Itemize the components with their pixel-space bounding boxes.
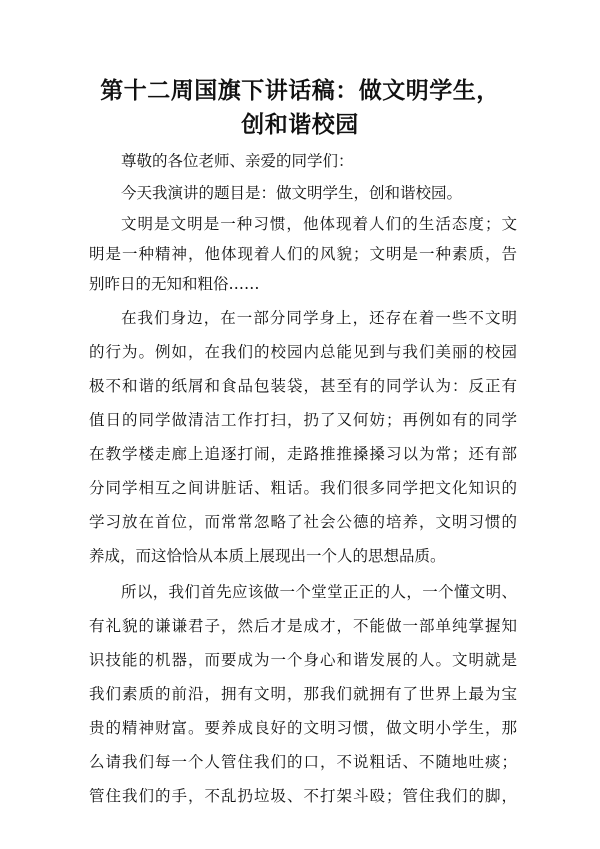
greeting-line: 尊敬的各位老师、亲爱的同学们： <box>121 152 354 170</box>
paragraph-1-line: 文明是文明是一种习惯，他体现着人们的生活态度；文 <box>121 215 517 233</box>
paragraph-2-line: 分同学相互之间讲脏话、粗话。我们很多同学把文化知识的 <box>89 479 517 497</box>
paragraph-3-line: 识技能的机器，而要成为一个身心和谐发展的人。文明就是 <box>89 651 517 669</box>
paragraph-2-line: 值日的同学做清洁工作打扫，扔了又何妨；再例如有的同学 <box>89 411 517 429</box>
paragraph-3-line: 管住我们的手，不乱扔垃圾、不打架斗殴；管住我们的脚， <box>89 787 517 805</box>
paragraph-3-line: 我们素质的前沿，拥有文明，那我们就拥有了世界上最为宝 <box>89 685 517 703</box>
paragraph-3-line: 所以，我们首先应该做一个堂堂正正的人，一个懂文明、 <box>121 583 517 601</box>
paragraph-2-line: 学习放在首位，而常常忽略了社会公德的培养，文明习惯的 <box>89 513 517 531</box>
paragraph-1-line: 明是一种精神，他体现着人们的风貌；文明是一种素质，告 <box>89 245 517 263</box>
page-title-line-2: 创和谐校园 <box>241 111 359 138</box>
paragraph-3-line: 有礼貌的谦谦君子，然后才是成才，不能做一部单纯掌握知 <box>89 617 517 635</box>
paragraph-2-line: 极不和谐的纸屑和食品包装袋，甚至有的同学认为：反正有 <box>89 377 517 395</box>
paragraph-2-line: 养成，而这恰恰从本质上展现出一个人的思想品质。 <box>89 547 446 565</box>
topic-line: 今天我演讲的题目是：做文明学生，创和谐校园。 <box>121 184 463 202</box>
paragraph-2-line: 的行为。例如，在我们的校园内总能见到与我们美丽的校园 <box>89 343 517 361</box>
paragraph-3-line: 贵的精神财富。要养成良好的文明习惯，做文明小学生，那 <box>89 719 517 737</box>
paragraph-2-line: 在我们身边，在一部分同学身上，还存在着一些不文明 <box>121 309 517 327</box>
paragraph-1-line: 别昨日的无知和粗俗…… <box>89 275 260 293</box>
paragraph-3-line: 么请我们每一个人管住我们的口，不说粗话、不随地吐痰； <box>89 753 517 771</box>
page-title-line-1: 第十二周国旗下讲话稿：做文明学生， <box>100 77 500 104</box>
paragraph-2-line: 在教学楼走廊上追逐打闹，走路推推搡搡习以为常；还有部 <box>89 445 517 463</box>
